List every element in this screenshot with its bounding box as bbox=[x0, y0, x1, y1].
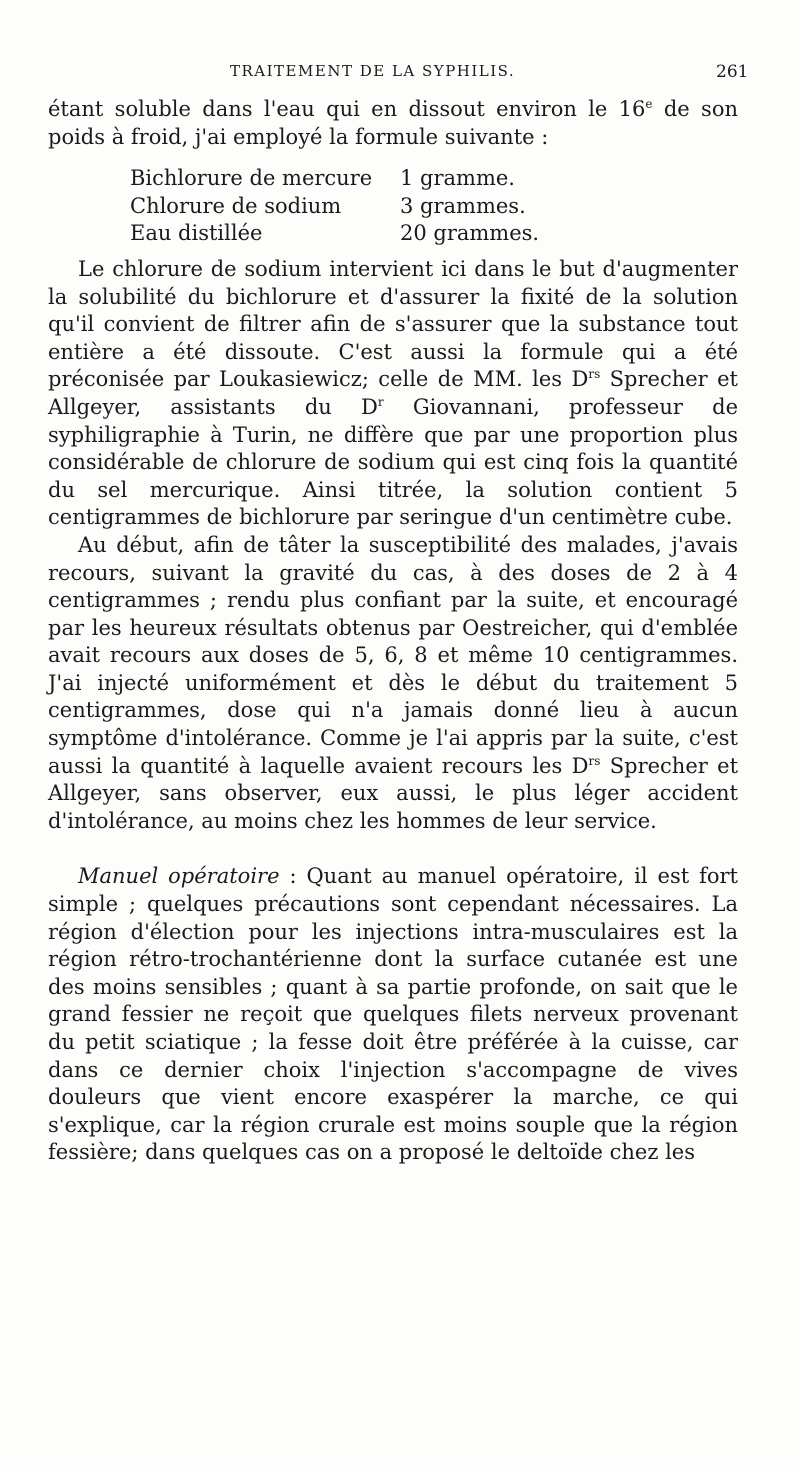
paragraph-text: Le chlorure de sodium intervient ici dans le but d'augmenter la solubilité du bichlorure et d'assurer la fixité de la solution qu'il convient de filtrer afin de s'assurer que la substance tout entière a été dissoute. C'est aussi la formule qui a été préconisée par Loukasiewicz; celle de MM. les D bbox=[48, 256, 738, 392]
paragraph-text: Giovannani, professeur de syphiligraphie à Turin, ne diffère que par une proportion plus considérable de chlorure de sodium qui est cinq fois la quantité du sel mercurique. Ainsi titrée, la solution contient 5 centigrammes de bichlorure par seringue d'un centimètre cube. bbox=[48, 394, 738, 530]
formula-quantity: 3 grammes. bbox=[400, 193, 526, 218]
paragraph-manuel bbox=[48, 863, 738, 1167]
section-heading: Manuel opératoire bbox=[78, 864, 280, 889]
intro-paragraph bbox=[48, 96, 738, 151]
formula-row bbox=[130, 165, 738, 193]
intro-text: étant soluble dans l'eau qui en dissout environ le 16 bbox=[48, 97, 646, 121]
running-title: TRAITEMENT DE LA SYPHILIS. bbox=[230, 62, 516, 80]
superscript: rs bbox=[588, 367, 601, 382]
formula-ingredient: Bichlorure de mercure bbox=[130, 166, 373, 191]
paragraph-text: Sprecher et Allgeyer, assistants du D bbox=[48, 367, 738, 419]
paragraph-text: : Quant au manuel opératoire, il est fort simple ; quelques précautions sont cependant nécessaires. La région d'élection pour les injections intra-musculaires est la région rétro-trochantérienne dont la surface cutanée est une des moins sensibles ; quant à sa partie profonde, on sait que le grand fessier ne reçoit que quelques filets nerveux provenant du petit sciatique ; la fesse doit être préférée à la cuisse, car dans ce dernier choix l'injection s'accompagne de vives douleurs que vient encore exaspérer la marche, ce qui s'explique, car la région crurale est moins souple que la région fessière; dans quelques cas on a proposé le deltoïde chez les bbox=[48, 864, 738, 1165]
formula-quantity: 20 grammes. bbox=[400, 221, 540, 246]
paragraph-chlorure bbox=[48, 256, 738, 532]
formula-quantity: 1 gramme. bbox=[400, 166, 515, 191]
formula-ingredient: Eau distillée bbox=[130, 221, 263, 246]
superscript: r bbox=[377, 394, 384, 409]
page-number: 261 bbox=[716, 62, 749, 82]
formula-list bbox=[130, 165, 738, 248]
formula-ingredient: Chlorure de sodium bbox=[130, 193, 342, 218]
body-text bbox=[48, 96, 738, 1167]
running-head bbox=[0, 62, 800, 86]
paragraph-text: Au début, afin de tâter la susceptibilité des malades, j'avais recours, suivant la gravité du cas, à des doses de 2 à 4 centigrammes ; rendu plus confiant par la suite, et encouragé par les heureux résultats obtenus par Oestreicher, qui d'emblée avait recours aux doses de 5, 6, 8 et même 10 centigrammes. J'ai injecté uniformément et dès le début du traitement 5 centigrammes, dose qui n'a jamais donné lieu à aucun symptôme d'intolérance. Comme je l'ai appris par la suite, c'est aussi la quantité à laquelle avaient recours les D bbox=[48, 532, 738, 778]
superscript: e bbox=[645, 97, 653, 111]
paragraph-text: Sprecher et Allgeyer, sans observer, eux aussi, le plus léger accident d'intolérance, au moins chez les hommes de leur service. bbox=[48, 753, 739, 833]
superscript: rs bbox=[588, 753, 601, 768]
formula-row bbox=[130, 220, 738, 248]
intro-text-continued: de son poids à froid, j'ai employé la formule suivante : bbox=[48, 97, 738, 149]
paragraph-gap bbox=[48, 835, 738, 863]
formula-row bbox=[130, 193, 738, 221]
paragraph-doses bbox=[48, 532, 738, 836]
